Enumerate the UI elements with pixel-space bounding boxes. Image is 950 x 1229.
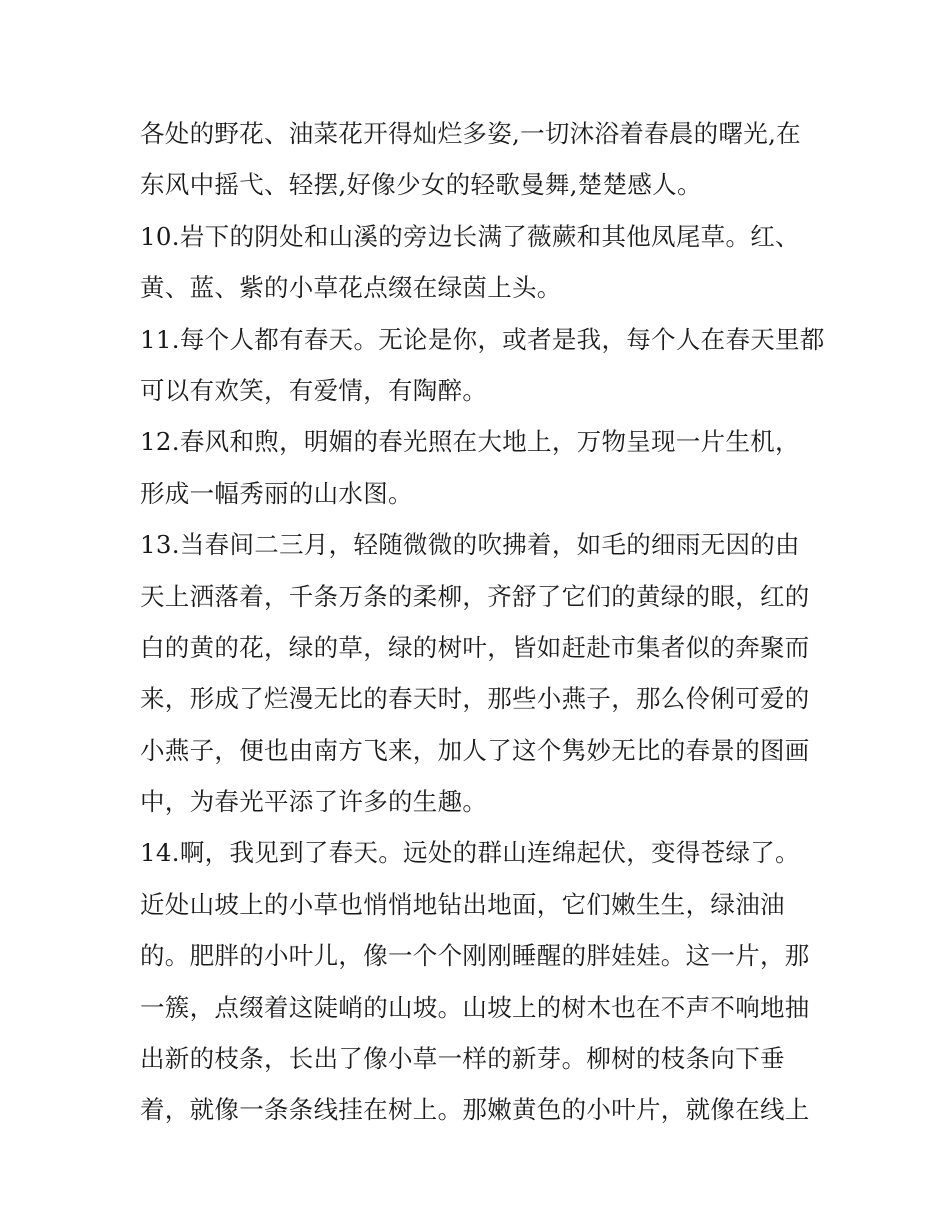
text-line: 小燕子，便也由南方飞来，加人了这个隽妙无比的春景的图画 — [140, 735, 810, 765]
text-line: 14.啊，我见到了春天。远处的群山连绵起伏，变得苍绿了。 — [140, 838, 800, 868]
text-line: 中，为春光平添了许多的生趣。 — [140, 787, 488, 817]
document-body — [140, 108, 830, 1136]
text-line: 黄、蓝、紫的小草花点缀在绿茵上头。 — [140, 273, 562, 303]
text-line: 11.每个人都有春天。无论是你，或者是我，每个人在春天里都 — [140, 324, 825, 354]
text-line: 天上洒落着，千条万条的柔柳，齐舒了它们的黄绿的眼，红的 — [140, 581, 810, 611]
text-line: 着，就像一条条线挂在树上。那嫩黄色的小叶片，就像在线上 — [140, 1095, 810, 1125]
text-line: 出新的枝条，长出了像小草一样的新芽。柳树的枝条向下垂 — [140, 1044, 785, 1074]
text-line: 可以有欢笑，有爱情，有陶醉。 — [140, 375, 488, 405]
text-line: 白的黄的花，绿的草，绿的树叶，皆如赶赴市集者似的奔聚而 — [140, 632, 810, 662]
text-line: 12.春风和煦，明媚的春光照在大地上，万物呈现一片生机， — [140, 427, 800, 457]
text-line: 一簇，点缀着这陡峭的山坡。山坡上的树木也在不声不响地抽 — [140, 992, 810, 1022]
text-line: 东风中摇弋、轻摆,好像少女的轻歌曼舞,楚楚感人。 — [140, 170, 702, 200]
text-line: 的。肥胖的小叶儿，像一个个刚刚睡醒的胖娃娃。这一片，那 — [140, 941, 810, 971]
text-line: 来，形成了烂漫无比的春天时，那些小燕子，那么伶俐可爱的 — [140, 684, 810, 714]
text-line: 近处山坡上的小草也悄悄地钻出地面，它们嫩生生，绿油油 — [140, 889, 785, 919]
text-line: 10.岩下的阴处和山溪的旁边长满了薇蕨和其他凤尾草。红、 — [140, 221, 800, 251]
text-line: 13.当春间二三月，轻随微微的吹拂着，如毛的细雨无因的由 — [140, 530, 800, 560]
text-line: 形成一幅秀丽的山水图。 — [140, 478, 413, 508]
text-line: 各处的野花、油菜花开得灿烂多姿,一切沐浴着春晨的曙光,在 — [140, 119, 801, 148]
